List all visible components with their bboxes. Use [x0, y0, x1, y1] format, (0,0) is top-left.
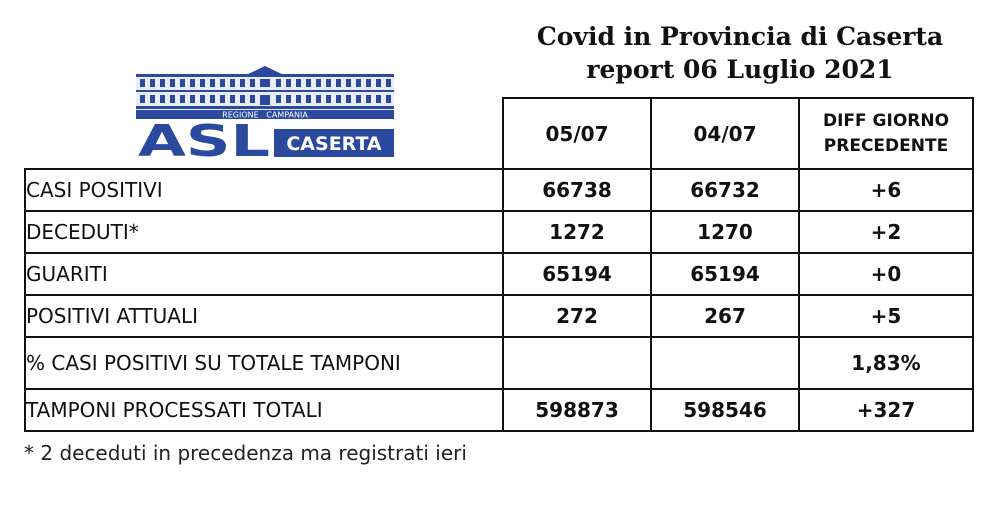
title-line-2: report 06 Luglio 2021 [586, 55, 894, 84]
row-label: POSITIVI ATTUALI [25, 295, 503, 337]
header-diff-line-2: PRECEDENTE [823, 135, 949, 156]
table-row [25, 389, 973, 431]
row-value-1 [503, 337, 651, 389]
row-label: % CASI POSITIVI SU TOTALE TAMPONI [25, 337, 503, 389]
table-row [25, 295, 973, 337]
title-line-1: Covid in Provincia di Caserta [536, 22, 944, 51]
region-text: REGIONE CAMPANIA [222, 110, 308, 120]
header-diff-line-1: DIFF GIORNO [822, 110, 950, 131]
row-value-1: 272 [503, 295, 651, 337]
row-label: CASI POSITIVI [25, 169, 503, 211]
header-diff [799, 98, 973, 169]
row-label: TAMPONI PROCESSATI TOTALI [25, 389, 503, 431]
header-blank-cell [25, 98, 503, 169]
row-value-2 [651, 337, 799, 389]
covid-report-table [24, 97, 974, 432]
row-value-1: 65194 [503, 253, 651, 295]
footnote: * 2 deceduti in precedenza ma registrati ieri [24, 441, 467, 465]
row-diff: +5 [799, 295, 973, 337]
table-header-row [25, 98, 973, 169]
caserta-text: CASERTA [286, 133, 382, 155]
row-value-1: 66738 [503, 169, 651, 211]
table-row [25, 253, 973, 295]
table-row [25, 337, 973, 389]
header-date-2: 04/07 [651, 98, 799, 169]
row-value-2: 65194 [651, 253, 799, 295]
row-diff: +2 [799, 211, 973, 253]
row-value-2: 66732 [651, 169, 799, 211]
row-diff: +327 [799, 389, 973, 431]
row-value-1: 598873 [503, 389, 651, 431]
row-value-1: 1272 [503, 211, 651, 253]
table-row [25, 169, 973, 211]
row-label: GUARITI [25, 253, 503, 295]
row-diff: +6 [799, 169, 973, 211]
row-diff: 1,83% [799, 337, 973, 389]
row-label: DECEDUTI* [25, 211, 503, 253]
asl-text: ASL [138, 116, 270, 158]
header-date-1: 05/07 [503, 98, 651, 169]
row-value-2: 267 [651, 295, 799, 337]
row-value-2: 1270 [651, 211, 799, 253]
row-value-2: 598546 [651, 389, 799, 431]
row-diff: +0 [799, 253, 973, 295]
table-row [25, 211, 973, 253]
report-title [505, 20, 975, 86]
